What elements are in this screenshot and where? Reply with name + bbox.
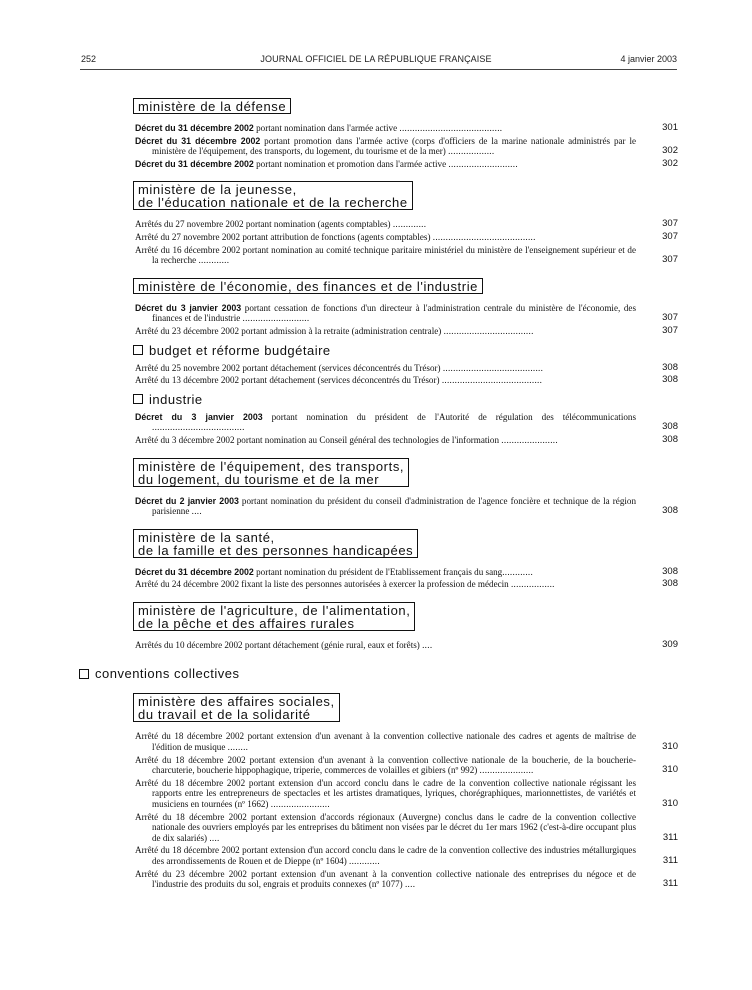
entry-text: Arrêté du 18 décembre 2002 portant extension d'un accord conclu dans le cadre de la convention collective des industries métallurgiques des arrondissements de Rouen et de Dieppe (nº 1604) ............ xyxy=(135,845,636,866)
page-ref: 308 xyxy=(662,565,678,577)
entry-text: Décret du 31 décembre 2002 portant nomination dans l'armée active ........................................ xyxy=(135,123,503,133)
entry-text: Arrêté du 18 décembre 2002 portant extension d'un avenant à la convention collective nationale des cadres et agents de maîtrise de l'édition de musique ........ xyxy=(135,731,636,753)
leader-dots: ............ xyxy=(198,255,230,266)
toc-entry[interactable] xyxy=(135,363,678,374)
toc-entry[interactable] xyxy=(135,755,678,776)
ministry-heading-line: du logement, du tourisme et de la mer xyxy=(138,471,380,487)
toc-entry[interactable] xyxy=(135,136,678,157)
subsection-title: industrie xyxy=(149,391,203,407)
entry-text: Arrêté du 23 décembre 2002 portant admission à la retraite (administration centrale) ................................... xyxy=(135,325,534,336)
entry-text: Arrêtés du 27 novembre 2002 portant nomination (agents comptables) ............. xyxy=(135,219,427,230)
ministry-heading-line: ministère de la défense xyxy=(138,99,287,114)
entry-text: Décret du 2 janvier 2003 portant nomination du président du conseil d'administration de l'agence foncière et technique de la région parisienne .... xyxy=(135,495,636,517)
entry-decree-title: Décret du 3 janvier 2003 xyxy=(135,411,263,422)
toc-entry[interactable] xyxy=(135,869,678,890)
page-ref: 308 xyxy=(662,505,678,517)
page-ref: 307 xyxy=(662,312,678,324)
page-ref: 311 xyxy=(662,831,678,843)
subsection-heading xyxy=(133,392,678,407)
page-ref: 302 xyxy=(662,157,678,169)
toc-entry[interactable] xyxy=(135,778,678,810)
entry-decree-title: Décret du 31 décembre 2002 xyxy=(135,123,254,133)
entry-text: Arrêté du 27 novembre 2002 portant attribution de fonctions (agents comptables) ........................................ xyxy=(135,231,536,242)
leader-dots: .... xyxy=(191,506,202,517)
entry-text: Décret du 3 janvier 2003 portant cessation de fonctions d'un directeur à l'administration centrale du ministère de l'économie, des finances et de l'industrie .......................... xyxy=(135,302,636,324)
subsection-title: budget et réforme budgétaire xyxy=(149,342,331,358)
page-ref: 308 xyxy=(662,361,678,373)
toc-entry[interactable] xyxy=(135,326,678,337)
toc-entry[interactable] xyxy=(135,123,678,134)
section-spacer xyxy=(135,171,678,181)
page-ref: 307 xyxy=(662,218,678,230)
journal-title: JOURNAL OFFICIEL DE LA RÉPUBLIQUE FRANÇAISE xyxy=(260,54,492,64)
page-ref: 308 xyxy=(662,421,678,433)
ministry-heading-line: ministère des affaires sociales, xyxy=(138,694,335,710)
leader-dots: .................................... xyxy=(152,422,245,433)
page-ref: 301 xyxy=(662,122,678,133)
entry-decree-title: Décret du 3 janvier 2003 xyxy=(135,302,242,313)
leader-dots: ....................... xyxy=(270,799,330,810)
section-spacer xyxy=(135,268,678,278)
entry-text: Décret du 31 décembre 2002 portant nomination du président de l'Etablissement français du sang............ xyxy=(135,566,534,577)
ministry-heading-line: ministère de la jeunesse, xyxy=(138,182,297,198)
ministry-heading-line: ministère de l'agriculture, de l'alimentation, xyxy=(138,602,411,618)
page-ref: 311 xyxy=(662,878,678,890)
header-rule xyxy=(80,69,677,70)
entry-text: Décret du 31 décembre 2002 portant nomination et promotion dans l'armée active ........................... xyxy=(135,158,518,169)
entry-text: Arrêté du 18 décembre 2002 portant extension d'accords régionaux (Auvergne) conclus dans le cadre de la convention collective nationale des ouvriers employés par les entreprises du bâtiment non visées par le décret du 1er mars 1962 (c'est-à-dire occupant plus de dix salariés) .... xyxy=(135,811,636,843)
entry-text: Décret du 31 décembre 2002 portant promotion dans l'armée active (corps d'officiers de la marine nationale administrés par le ministère de l'équipement, des transports, du logement, du tourisme et de la mer) .................. xyxy=(135,135,637,157)
toc-entry[interactable] xyxy=(135,232,678,243)
section-spacer xyxy=(135,448,678,458)
ministry-heading-line: de l'éducation nationale et de la recherche xyxy=(138,195,408,211)
leader-dots: ................. xyxy=(510,579,555,590)
page-ref: 308 xyxy=(662,374,678,386)
entry-text: Arrêté du 18 décembre 2002 portant extension d'un avenant à la convention collective nationale de la boucherie, de la boucherie-charcuterie, boucherie hippophagique, triperie, commerces de volailles et gibiers (nº 992) ..................... xyxy=(135,754,636,776)
ministry-heading-line: ministère de l'équipement, des transports, xyxy=(138,458,405,474)
toc-entry[interactable] xyxy=(135,245,678,266)
leader-dots: ........ xyxy=(227,742,249,753)
toc-entry[interactable] xyxy=(135,567,678,578)
leader-dots: ....................................... xyxy=(442,362,544,373)
leader-dots: ..................... xyxy=(479,765,534,776)
conventions-heading xyxy=(79,666,678,681)
toc-entry[interactable] xyxy=(135,812,678,844)
leader-dots: ........................... xyxy=(448,158,518,169)
page-ref: 311 xyxy=(662,855,678,866)
toc-entry[interactable] xyxy=(135,159,678,170)
page-ref: 310 xyxy=(662,798,678,810)
page-ref: 310 xyxy=(662,741,678,753)
page-ref: 307 xyxy=(662,254,678,266)
toc-entry[interactable] xyxy=(135,731,678,752)
leader-dots: ........................................ xyxy=(432,231,536,242)
conventions-title: conventions collectives xyxy=(95,666,240,682)
entry-text: Décret du 3 janvier 2003 portant nomination du président de l'Autorité de régulation des télécommunications .................................... xyxy=(135,411,636,433)
entry-decree-title: Décret du 2 janvier 2003 xyxy=(135,495,239,506)
toc-entry[interactable] xyxy=(135,640,678,651)
leader-dots: ...................... xyxy=(501,434,558,445)
toc-entry[interactable] xyxy=(135,412,678,433)
ministry-heading-line: ministère de la santé, xyxy=(138,529,275,545)
toc-entry[interactable] xyxy=(135,303,678,324)
leader-dots: .... xyxy=(209,832,220,843)
issue-date: 4 janvier 2003 xyxy=(620,54,677,64)
ministry-heading xyxy=(133,278,483,294)
leader-dots: ............. xyxy=(392,219,427,230)
leader-dots: .... xyxy=(422,639,433,650)
table-of-contents xyxy=(95,98,678,902)
entry-text: Arrêté du 24 décembre 2002 fixant la liste des personnes autorisées à exercer la profession de médecin ................. xyxy=(135,579,555,590)
section-spacer xyxy=(135,892,678,902)
page-ref: 307 xyxy=(662,324,678,336)
page-number: 252 xyxy=(81,54,97,64)
section-spacer xyxy=(135,592,678,602)
page-ref: 308 xyxy=(662,433,678,445)
ministry-heading-line: ministère de l'économie, des finances et de l'industrie xyxy=(138,278,479,294)
ministry-heading xyxy=(133,529,418,558)
entry-text: Arrêté du 13 décembre 2002 portant détachement (services déconcentrés du Trésor) ....................................... xyxy=(135,375,543,386)
checkbox-square-icon xyxy=(79,669,89,679)
entry-text: Arrêtés du 10 décembre 2002 portant détachement (génie rural, eaux et forêts) .... xyxy=(135,639,433,650)
leader-dots: .... xyxy=(404,879,416,890)
leader-dots: ....................................... xyxy=(441,375,543,386)
entry-text: Arrêté du 25 novembre 2002 portant détachement (services déconcentrés du Trésor) ....................................... xyxy=(135,362,544,373)
section-spacer xyxy=(135,652,678,662)
section-spacer xyxy=(135,519,678,529)
toc-entry[interactable] xyxy=(135,219,678,230)
page-header xyxy=(0,54,752,68)
toc-entry[interactable] xyxy=(135,845,678,866)
entry-text: Arrêté du 23 décembre 2002 portant extension d'un avenant à la convention collective nationale des entreprises du négoce et de l'industrie des produits du sol, engrais et produits connexes (nº 1077) .... xyxy=(135,868,636,890)
checkbox-square-icon xyxy=(133,345,143,355)
entry-text: Arrêté du 18 décembre 2002 portant extension d'un accord conclu dans le cadre de la convention collective nationale régissant les rapports entre les entrepreneurs de spectacles et les artistes dramatiques, lyriques, chorégraphiques, marionnettistes, de variétés et musiciens en tournées (nº 1662) ....................... xyxy=(135,777,636,810)
page-ref: 307 xyxy=(662,230,678,242)
page-ref: 310 xyxy=(662,764,678,776)
toc-entry[interactable] xyxy=(135,496,678,517)
entry-decree-title: Décret du 31 décembre 2002 xyxy=(135,566,254,577)
entry-decree-title: Décret du 31 décembre 2002 xyxy=(135,158,254,169)
entry-decree-title: Décret du 31 décembre 2002 xyxy=(135,135,261,146)
toc-entry[interactable] xyxy=(135,375,678,386)
ministry-heading xyxy=(133,693,340,722)
leader-dots: ................................... xyxy=(443,325,534,336)
entry-text: Arrêté du 3 décembre 2002 portant nomination au Conseil général des technologies de l'information ...................... xyxy=(135,434,558,445)
ministry-heading xyxy=(133,602,415,631)
ministry-heading xyxy=(133,458,409,487)
ministry-heading-line: du travail et de la solidarité xyxy=(138,707,311,723)
checkbox-square-icon xyxy=(133,394,143,404)
leader-dots: ............ xyxy=(502,566,534,577)
toc-entry[interactable] xyxy=(135,435,678,446)
entry-text: Arrêté du 16 décembre 2002 portant nomination au comité technique paritaire ministériel du ministère de l'enseignement supérieur et de la recherche ............ xyxy=(135,244,636,266)
leader-dots: .......................... xyxy=(242,313,310,324)
leader-dots: ........................................ xyxy=(399,123,503,133)
ministry-heading xyxy=(133,98,291,114)
ministry-heading-line: de la famille et des personnes handicapées xyxy=(138,542,414,558)
subsection-heading xyxy=(133,343,678,358)
leader-dots: ............ xyxy=(349,856,380,866)
ministry-heading-line: de la pêche et des affaires rurales xyxy=(138,615,355,631)
leader-dots: .................. xyxy=(448,146,495,157)
ministry-heading xyxy=(133,181,413,210)
page-ref: 309 xyxy=(662,638,678,650)
page-ref: 308 xyxy=(662,578,678,590)
page-ref: 302 xyxy=(662,145,678,157)
toc-entry[interactable] xyxy=(135,579,678,590)
